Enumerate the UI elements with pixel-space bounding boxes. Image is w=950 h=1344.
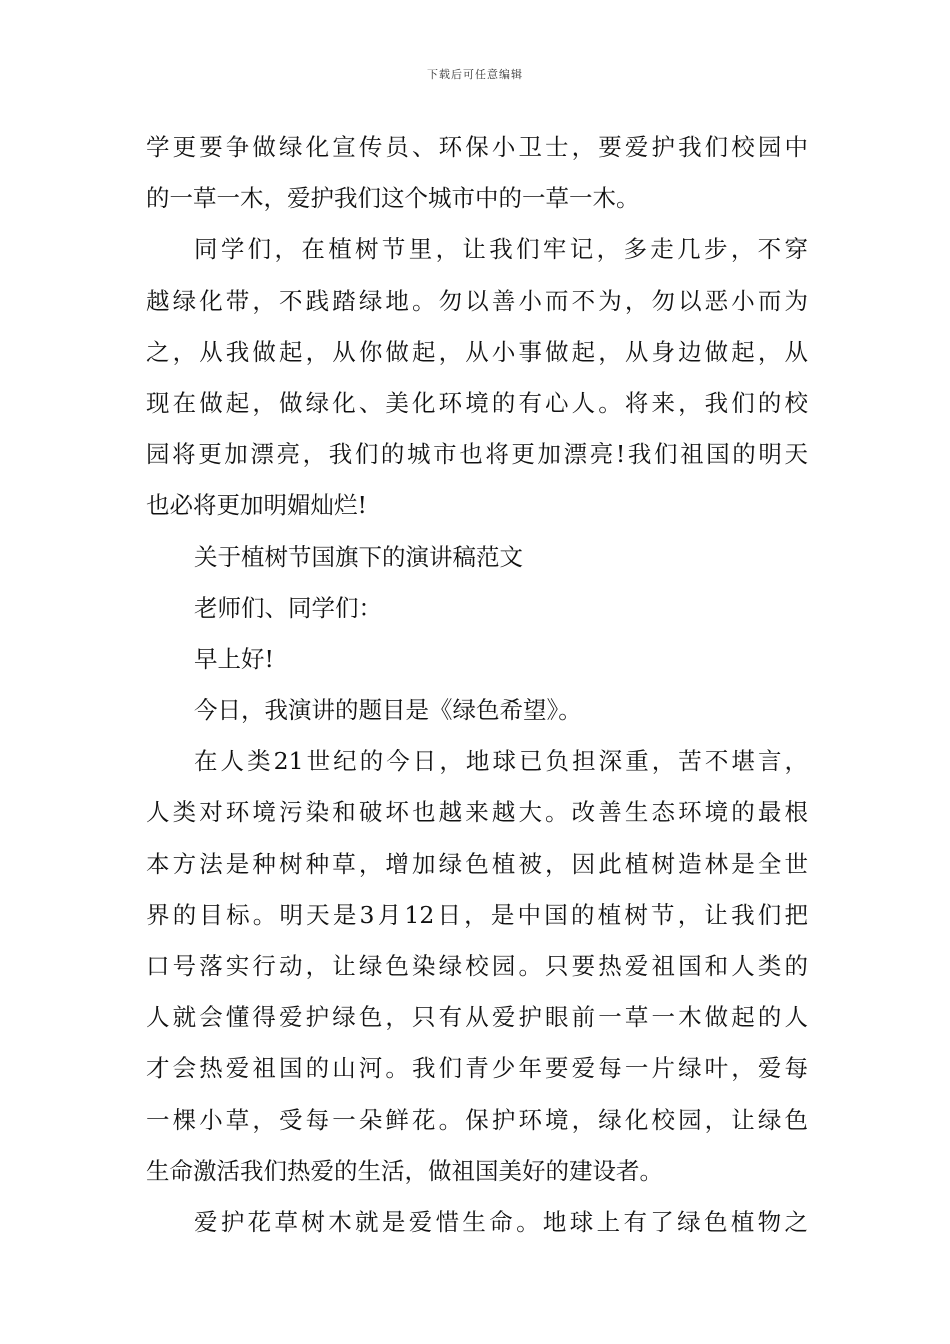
paragraph-line: 口号落实行动，让绿色染绿校园。只要热爱祖国和人类的	[146, 952, 808, 980]
paragraph-line: 越绿化带，不践踏绿地。勿以善小而不为，勿以恶小而为	[146, 286, 808, 315]
paragraph-line: 园将更加漂亮，我们的城市也将更加漂亮!我们祖国的明天	[146, 440, 808, 469]
paragraph-line: 在人类21世纪的今日，地球已负担深重，苦不堪言，	[194, 747, 808, 776]
page-header-note: 下载后可任意编辑	[427, 68, 523, 81]
paragraph-line: 生命激活我们热爱的生活，做祖国美好的建设者。	[146, 1156, 663, 1185]
document-body	[146, 122, 808, 1248]
paragraph-line: 本方法是种树种草，增加绿色植被，因此植树造林是全世	[146, 849, 808, 878]
paragraph-line: 爱护花草树木就是爱惜生命。地球上有了绿色植物之	[194, 1207, 808, 1236]
paragraph-line: 学更要争做绿化宣传员、环保小卫士，要爱护我们校园中	[146, 133, 808, 161]
paragraph-line: 一棵小草，受每一朵鲜花。保护环境，绿化校园，让绿色	[146, 1105, 808, 1134]
paragraph-line: 的一草一木，爱护我们这个城市中的一草一木。	[146, 184, 640, 213]
paragraph-line: 也必将更加明媚灿烂!	[146, 491, 367, 520]
paragraph-line: 之，从我做起，从你做起，从小事做起，从身边做起，从	[146, 337, 808, 366]
paragraph-line: 人类对环境污染和破坏也越来越大。改善生态环境的最根	[146, 798, 808, 827]
paragraph-line: 现在做起，做绿化、美化环境的有心人。将来，我们的校	[146, 388, 808, 417]
paragraph-line: 老师们、同学们：	[194, 593, 382, 622]
paragraph-line: 才会热爱祖国的山河。我们青少年要爱每一片绿叶，爱每	[146, 1054, 808, 1083]
paragraph-line: 今日，我演讲的题目是《绿色希望》。	[194, 696, 582, 725]
paragraph-line: 界的目标。明天是3月12日，是中国的植树节，让我们把	[146, 900, 808, 929]
paragraph-line: 早上好!	[194, 644, 274, 673]
paragraph-line: 人就会懂得爱护绿色，只有从爱护眼前一草一木做起的人	[146, 1003, 808, 1032]
paragraph-line: 关于植树节国旗下的演讲稿范文	[194, 542, 523, 571]
paragraph-line: 同学们，在植树节里，让我们牢记，多走几步，不穿	[194, 235, 808, 264]
